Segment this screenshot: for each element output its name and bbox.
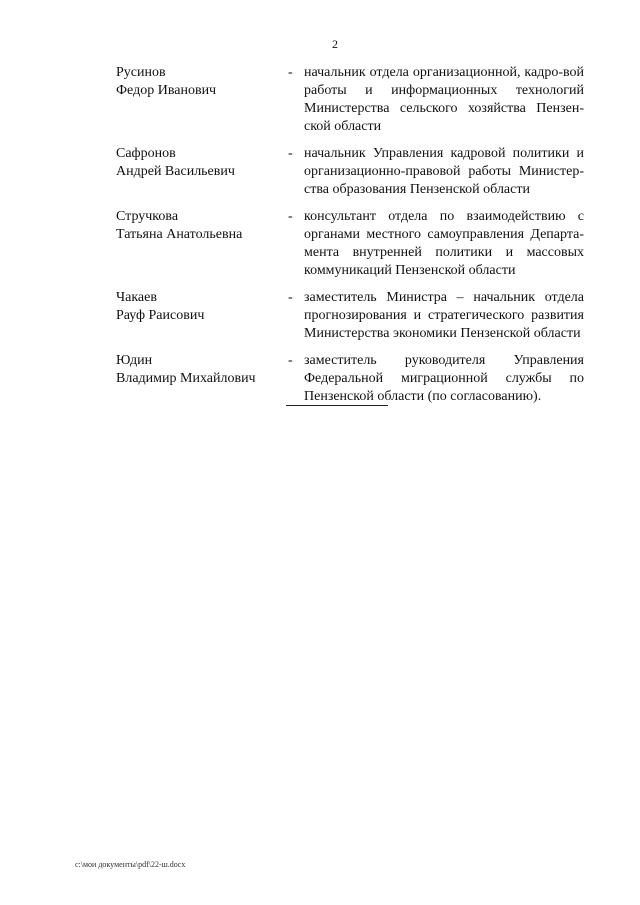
page-number: 2 [332,37,338,51]
member-dash: - [288,146,293,161]
footer-file-path: c:\мои документы\pdf\22-ш.docx [75,860,186,869]
member-row [116,208,596,280]
member-given-names: Владимир Михайлович [116,371,256,386]
member-given-names: Татьяна Анатольевна [116,227,243,242]
member-surname: Чакаев [116,290,157,305]
member-surname: Сафронов [116,146,176,161]
member-given-names: Андрей Васильевич [116,164,235,179]
member-row [116,289,596,343]
member-surname: Стручкова [116,209,179,224]
member-dash: - [288,65,293,80]
member-position: заместитель руководителя Управления Федеральной миграционной службы по Пензенской области (по согласованию). [304,353,584,404]
member-position: начальник отдела организационной, кадро-вой работы и информационных технологий Министерства сельского хозяйства Пензен-ской области [304,65,584,134]
member-row [116,352,596,406]
member-dash: - [288,353,293,368]
member-position: консультант отдела по взаимодействию с органами местного самоуправления Департа-мента внутренней политики и массовых коммуникаций Пензенской области [304,209,584,278]
member-name [116,208,288,244]
members-list [116,64,596,415]
member-dash: - [288,290,293,305]
member-surname: Юдин [116,353,153,368]
member-dash: - [288,209,293,224]
member-name [116,352,288,388]
member-row [116,145,596,199]
member-given-names: Федор Иванович [116,83,217,98]
member-name [116,289,288,325]
member-surname: Русинов [116,65,166,80]
member-position: заместитель Министра – начальник отдела прогнозирования и стратегического развития Министерства экономики Пензенской области [304,290,584,341]
member-given-names: Рауф Раисович [116,308,205,323]
member-row [116,64,596,136]
member-position: начальник Управления кадровой политики и организационно-правовой работы Министер-ства образования Пензенской области [304,146,584,197]
closing-rule [286,405,388,406]
member-name [116,64,288,100]
member-name [116,145,288,181]
